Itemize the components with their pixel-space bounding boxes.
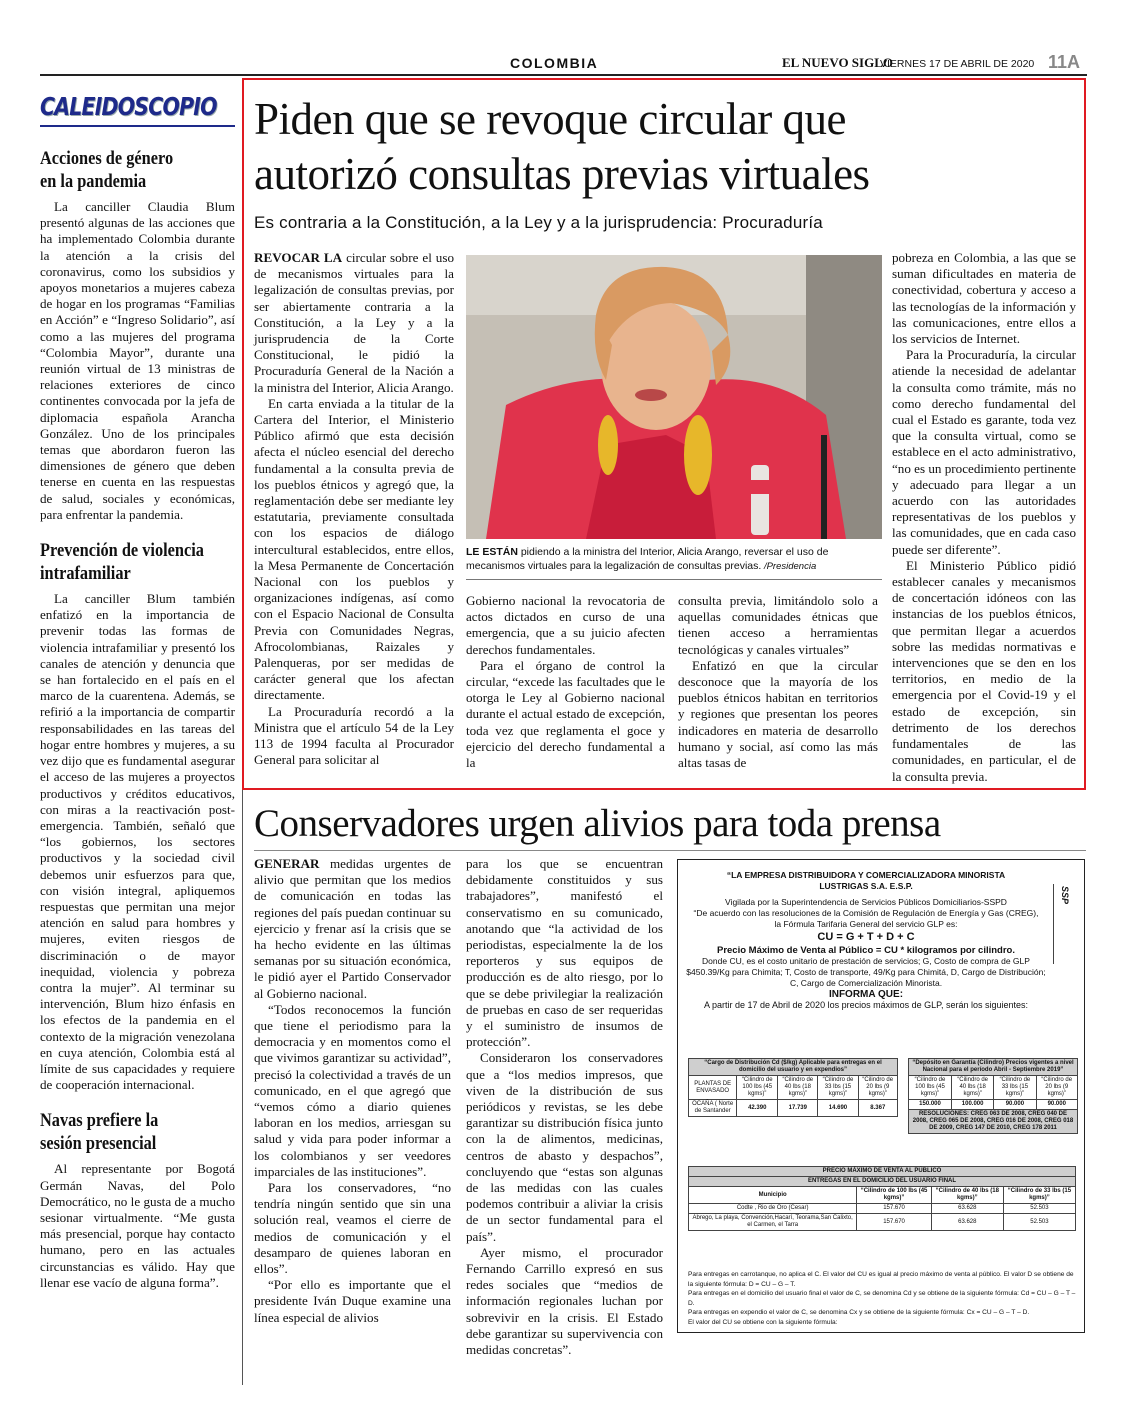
article1-col3 xyxy=(678,593,878,771)
minister-illustration xyxy=(466,255,882,539)
ad-line: la Fórmula Tarifaria General del servicio GLP es: xyxy=(774,919,958,929)
table-cell: 52.503 xyxy=(1003,1214,1075,1231)
table-cell: OCAÑA ( Norte de Santander xyxy=(689,1100,737,1117)
newspaper-name: EL NUEVO SIGLO xyxy=(782,55,893,70)
table-cell: 157.670 xyxy=(857,1214,931,1231)
article1-headline xyxy=(254,92,1074,202)
page-header xyxy=(40,52,1087,76)
deposit-table xyxy=(908,1058,1078,1134)
article-paragraph: “Todos reconocemos la función que tiene el periodismo para la democracia y en momentos como el que vivimos garantizar su actividad”, precisó la colectividad a través de un comunicado, en el que agregó que “vemos cómo a diario quienes laboran en los medios, arriesgan su salud y vida para poder informar a los colombianos y ser veedores imparciales de las instituciones”. xyxy=(254,1001,451,1179)
sidebar-item-title: Acciones de género en la pandemia xyxy=(40,148,174,192)
article2-col2 xyxy=(466,856,663,1358)
table-cell: “Cilindro de 40 lbs (18 kgms)” xyxy=(952,1076,994,1100)
table-cell: “Cilindro de 100 lbs (45 kgms)” xyxy=(857,1187,931,1204)
ad-body xyxy=(686,870,1046,1011)
caption-lead: LE ESTÁN xyxy=(466,546,518,558)
article-paragraph: La Procuraduría recordó a la Ministra que el artículo 54 de la Ley 113 de 1994 faculta al Procurador General para solicitar al xyxy=(254,703,454,768)
table-cell: 90.000 xyxy=(1036,1100,1077,1110)
article-paragraph: Enfatizó en que la circular desconoce que la mayoría de los pueblos étnicos habitan en territorios y regiones que presentan los peores indicadores en materia de desarrollo humano y social, así como las más altas tasas de xyxy=(678,657,878,771)
table-cell: “Cilindro de 33 lbs (15 kgms)” xyxy=(994,1076,1036,1100)
article2-headline: Conservadores urgen alivios para toda prensa xyxy=(254,802,941,845)
table-note: RESOLUCIONES: CREG 063 DE 2008, CREG 040 DE 2008, CREG 065 DE 2008, CREG 016 DE 2008, CREG 018 DE 2009, CREG 147 DE 2010, CREG 178 2011 xyxy=(909,1110,1078,1134)
table-header: PRECIO MÁXIMO DE VENTA AL PÚBLICO xyxy=(689,1167,1076,1177)
ad-note: Para entregas en carrotanque, no aplica el C. El valor del CU es igual al precio máximo de venta al público. El valor D se obtiene de la siguiente fórmula: D = CU – G – T. xyxy=(688,1271,1074,1288)
ad-price-rule: Precio Máximo de Venta al Público = CU * kilogramos por cilindro. xyxy=(716,945,1015,956)
table-cell: 157.670 xyxy=(857,1204,931,1214)
article1-subhead: Es contraria a la Constitución, a la Ley y a la jurisprudencia: Procuraduría xyxy=(254,213,823,232)
table-cell: “Cilindro de 100 lbs (45 kgms)” xyxy=(737,1076,778,1100)
table-cell: 90.000 xyxy=(994,1100,1036,1110)
ad-logo-text: SSP xyxy=(1060,886,1070,905)
caption-credit: /Presidencia xyxy=(761,561,817,572)
article1-col2 xyxy=(466,593,665,771)
article-paragraph: Para la Procuraduría, la circular atiende la necesidad de adelantar la consulta como trámite, más no como derecho fundamental del cual el Estado es garante, toda vez que la consulta virtual, como se establece en el acto administrativo, “no es un procedimiento pertinente y adecuado para llegar a un acuerdo con las autoridades representativas de los pueblos y las comunidades, que en cada caso puede ser diferente”. xyxy=(892,347,1076,557)
ad-line: Vigilada por la Superintendencia de Servicios Públicos Domiciliarios-SSPD xyxy=(725,897,1007,907)
ad-title: “LA EMPRESA DISTRIBUIDORA Y COMERCIALIZADORA MINORISTA xyxy=(726,870,1006,880)
article-paragraph: Ayer mismo, el procurador Fernando Carrillo expresó en sus redes sociales que “medios de información regionales luchan por sobrevivir en la crisis. El Estado debe garantizar su supervivencia con medidas concretas”. xyxy=(466,1244,663,1358)
article-paragraph: GENERAR medidas urgentes de alivio que permitan que los medios de comunicación en todas las regiones del país puedan continuar su ejercicio y frenar así la crisis que se ha hecho evidente en las últimas semanas por su situación económica, le pidió ayer el Partido Conservador al Gobierno nacional. xyxy=(254,856,451,1001)
ad-definitions: Donde CU, es el costo unitario de prestación de servicios; G, Costo de compra de GLP $450.39/Kg para Chimita; T, Costo de transporte, 49/Kg para Chimitá, D, Cargo de Distribución; C, Cargo de Comercialización Minorista. xyxy=(686,956,1046,988)
sidebar-item-title: Navas prefiere la sesión presencial xyxy=(40,1110,159,1155)
article-paragraph: pobreza en Colombia, a las que se suman dificultades en materia de conectividad, cobertura y acceso a las tecnologías de la información y las comunicaciones, entre ellos a los servicios de Internet. xyxy=(892,250,1076,347)
table-subheader: ENTREGAS EN EL DOMICILIO DEL USUARIO FINAL xyxy=(689,1177,1076,1187)
article2-rule xyxy=(254,850,1086,851)
table-cell: “Cilindro de 100 lbs (45 kgms)” xyxy=(909,1076,952,1100)
table-cell: 100.000 xyxy=(952,1100,994,1110)
ad-note: El valor del CU se obtiene con la siguiente fórmula: xyxy=(688,1318,838,1326)
table-cell: “Cilindro de 33 lbs (15 kgms)” xyxy=(818,1076,858,1100)
article-paragraph: Para los conservadores, “no tendría ningún sentido que sin una solución real, veamos el cierre de medios de comunicación y el desamparo de quienes laboran en ellos”. xyxy=(254,1180,451,1277)
ad-notes xyxy=(688,1270,1076,1327)
table-cell: 150.000 xyxy=(909,1100,952,1110)
article-paragraph: En carta enviada a la titular de la Cartera del Interior, el Ministerio Público afirmó que esta decisión afecta el núcleo esencial del derecho fundamental a la consulta previa de los pueblos étnicos y agregó que, la reglamentación debe ser mediante ley estatutaria, previamente consultada con los espacios de diálogo intercultural establecidos, entre ellos, la Mesa Permanente de Concertación Nacional con los pueblos y organizaciones indígenas, así como con el Espacio Nacional de Consulta Previa con Comunidades Negras, Afrocolombianas, Raizales y Palenqueras, por ser medidas de carácter general que los afectan directamente. xyxy=(254,395,454,703)
lead-in: GENERAR xyxy=(254,856,320,871)
lustrigas-ad xyxy=(677,859,1085,1333)
headline-line: Piden que se revoque circular que xyxy=(254,94,847,144)
table-cell: Municipio xyxy=(689,1187,857,1204)
ad-note: Para entregas en expendio el valor de C, se denomina Cx y se obtiene de la siguiente fórmula: Cx = CU – G – T – D. xyxy=(688,1309,1030,1316)
header-rule xyxy=(40,74,1087,76)
article-paragraph: Para el órgano de control la circular, “excede las facultades que le otorga le Ley al Gobierno nacional durante el actual estado de excepción, toda vez que reglamenta el goce y ejercicio del derecho fundamental a la xyxy=(466,657,665,771)
sidebar-kicker-rule xyxy=(40,125,235,127)
article1-col4 xyxy=(892,250,1076,785)
table-cell: Abrego, La playa, Convención,Hacarí, Teorama,San Calixto, el Carmen, el Tarra xyxy=(689,1214,857,1231)
sidebar-item-body xyxy=(40,199,235,523)
table-cell: “Cilindro de 40 lbs (18 kgms)” xyxy=(931,1187,1003,1204)
table-cell: “Cilindro de 20 lbs (9 kgms)” xyxy=(858,1076,897,1100)
ad-date-line: A partir de 17 de Abril de 2020 los precios máximos de GLP, serán los siguientes: xyxy=(703,1000,1029,1010)
sidebar-caleidoscopio xyxy=(40,92,235,1291)
sidebar-item-body xyxy=(40,1161,235,1291)
sidebar-paragraph: La canciller Claudia Blum presentó algunas de las acciones que ha implementado Colombia durante la atención a la crisis del coronavirus, como los subsidios y apoyos monetarios a mujeres cabeza de hogar en los programas “Familias en Acción” e “Ingreso Solidario”, así como a las mujeres del programa “Colombia Mayor”, durante una reunión virtual de 13 ministras de relaciones exteriores de cinco continentes convocada por la jefa de diplomacia española Arancha González. Uno de los principales temas que abordaron fueron las dimensiones de género que deben tenerse en cuenta en las respuestas de salud, sociales y económicas, para enfrentar la pandemia. xyxy=(40,199,235,522)
article-paragraph: para los que se encuentran debidamente constituidos y sus trabajadores”, manifestó el conservatismo en su comunicado, anotando que “la actividad de los periodistas, especialmente la de los reporteros y sus equipos de producción es de alto riesgo, por lo que se debe privilegiar la realización de pruebas en caso de ser requeridas y el suministro de insumos de protección”. xyxy=(466,856,663,1050)
headline-line: autorizó consultas previas virtuales xyxy=(254,149,870,199)
table-header: “Depósito en Garantía (Cilindro) Precios vigentes a nivel Nacional para el período Abril - Septiembre 2019” xyxy=(909,1059,1078,1076)
article-paragraph: Gobierno nacional la revocatoria de actos dictados en curso de una emergencia, que a su juicio afecten derechos fundamentales. xyxy=(466,593,665,657)
ad-logo xyxy=(1053,884,1076,964)
article1-col1 xyxy=(254,250,454,769)
table-cell: 14.690 xyxy=(818,1100,858,1117)
table-cell: 17.739 xyxy=(778,1100,818,1117)
sidebar-item-body xyxy=(40,591,235,1093)
table-cell: 42.390 xyxy=(737,1100,778,1117)
article-paragraph: REVOCAR LA circular sobre el uso de mecanismos virtuales para la legalización de consultas previas, por ser abiertamente contraria a la Constitución, a la Ley y a la jurisprudencia de la Corte Constitucional, le pidió la Procuraduría General de la Nación a la ministra del Interior, Alicia Arango. xyxy=(254,250,454,395)
article-paragraph: consulta previa, limitándolo solo a aquellas comunidades étnicas que tienen acceso a herramientas tecnológicas y canales virtuales” xyxy=(678,593,878,657)
sidebar-kicker: CALEIDOSCOPIO xyxy=(40,92,217,121)
lead-in: REVOCAR LA xyxy=(254,250,343,265)
caption-rule xyxy=(466,579,882,580)
article1-caption: LE ESTÁN pidiendo a la ministra del Interior, Alicia Arango, reversar el uso de mecanismos virtuales para la legalización de consultas previas. /Presidencia xyxy=(466,546,829,572)
sidebar-paragraph: Al representante por Bogotá Germán Navas, del Polo Democrático, no le gusta de a mucho sesionar virtualmente. “Me gusta más presencial, porque hay contacto humano, pero en las actuales circunstancias es válido. Hay que llenar ese vacío de alguna forma”. xyxy=(40,1161,235,1290)
sidebar-item-title: Prevención de violencia intrafamiliar xyxy=(40,540,204,585)
article-paragraph: El Ministerio Público pidió establecer canales y mecanismos de concertación idóneos con las instancias de los pueblos étnicos, que permitan llegar a acuerdos sobre las medidas normativas e intervenciones que se den en los territorios, en medio de la emergencia por el Covid-19 y el estado de excepción, sin detrimento de los derechos fundamentales de las comunidades, en particular, el de la consulta previa. xyxy=(892,557,1076,784)
table-cell: “Cilindro de 33 lbs (15 kgms)” xyxy=(1003,1187,1075,1204)
issue-date: VIERNES 17 DE ABRIL DE 2020 xyxy=(880,58,1035,70)
distribution-table xyxy=(688,1058,898,1117)
section-label: COLOMBIA xyxy=(510,55,599,71)
table-cell: Codte , Rio de Oro (Cesar) xyxy=(689,1204,857,1214)
ad-formula: CU = G + T + D + C xyxy=(817,931,915,943)
sidebar-paragraph: La canciller Blum también enfatizó en la importancia de prevenir todas las formas de violencia intrafamiliar y presentó los canales de atención y denuncia que se han fortalecido en el país en el marco de la cuarentena. Además, se refirió a la importancia de compartir responsabilidades en las tareas del hogar entre hombres y mujeres, a su vez dijo que es fundamental asegurar el acceso de las mujeres a proyectos productivos y créditos educativos, con miras a la reactivación post-emergencia. También, señaló que “los gobiernos, los sectores productivos y la sociedad civil debemos unir esfuerzos para que, con visión integral, apliquemos respuestas que permitan una mejor atención en salud para hombres y mujeres, eviten riesgos de discriminación o de mayor inequidad, violencia y pobreza contra la mujer”. Al terminar su intervención, Blum hizo énfasis en los efectos de la pandemia en el contexto de la migración venezolana en cuya atención, Colombia está al límite de sus capacidades y requiere de cooperación internacional. xyxy=(40,591,235,1093)
page-number: 11A xyxy=(1048,52,1081,72)
ad-note: Para entregas en el domicilio del usuario final el valor de C, se denomina Cd y se obtiene de la siguiente fórmula: Cd = CU – G – T – D. xyxy=(688,1290,1076,1307)
article1-photo xyxy=(466,255,882,539)
article-paragraph: “Por ello es importante que el presidente Iván Duque examine una línea especial de alivios xyxy=(254,1277,451,1325)
table-cell: “Cilindro de 20 lbs (9 kgms)” xyxy=(1036,1076,1077,1100)
table-cell: PLANTAS DE ENVASADO xyxy=(689,1076,737,1100)
table-cell: 8.367 xyxy=(858,1100,897,1117)
article2-col1 xyxy=(254,856,451,1326)
ad-informa: INFORMA QUE: xyxy=(828,989,904,1000)
ad-company: LUSTRIGAS S.A. E.S.P. xyxy=(819,881,913,891)
table-cell: 63.628 xyxy=(931,1204,1003,1214)
table-cell: “Cilindro de 40 lbs (18 kgms)” xyxy=(778,1076,818,1100)
article-paragraph: Consideraron los conservadores que a “los medios impresos, que viven de la distribución de sus periódicos y revistas, se les debe garantizar su distribución física junto con la de alimentos, medicinas, centros de abasto y despachos”, concluyendo que “estas son algunas de las medidas con las cuales podemos contribuir a aliviar la crisis de un sector fundamental para el país”. xyxy=(466,1050,663,1244)
ad-line: “De acuerdo con las resoluciones de la Comisión de Regulación de Energía y Gas (CREG), xyxy=(693,908,1039,918)
table-header: “Cargo de Distribución Cd ($/kg) Aplicable para entregas en el domicilio del usuario y en expendios” xyxy=(689,1059,898,1076)
table-cell: 52.503 xyxy=(1003,1204,1075,1214)
retail-price-table xyxy=(688,1166,1076,1231)
table-cell: 63.628 xyxy=(931,1214,1003,1231)
